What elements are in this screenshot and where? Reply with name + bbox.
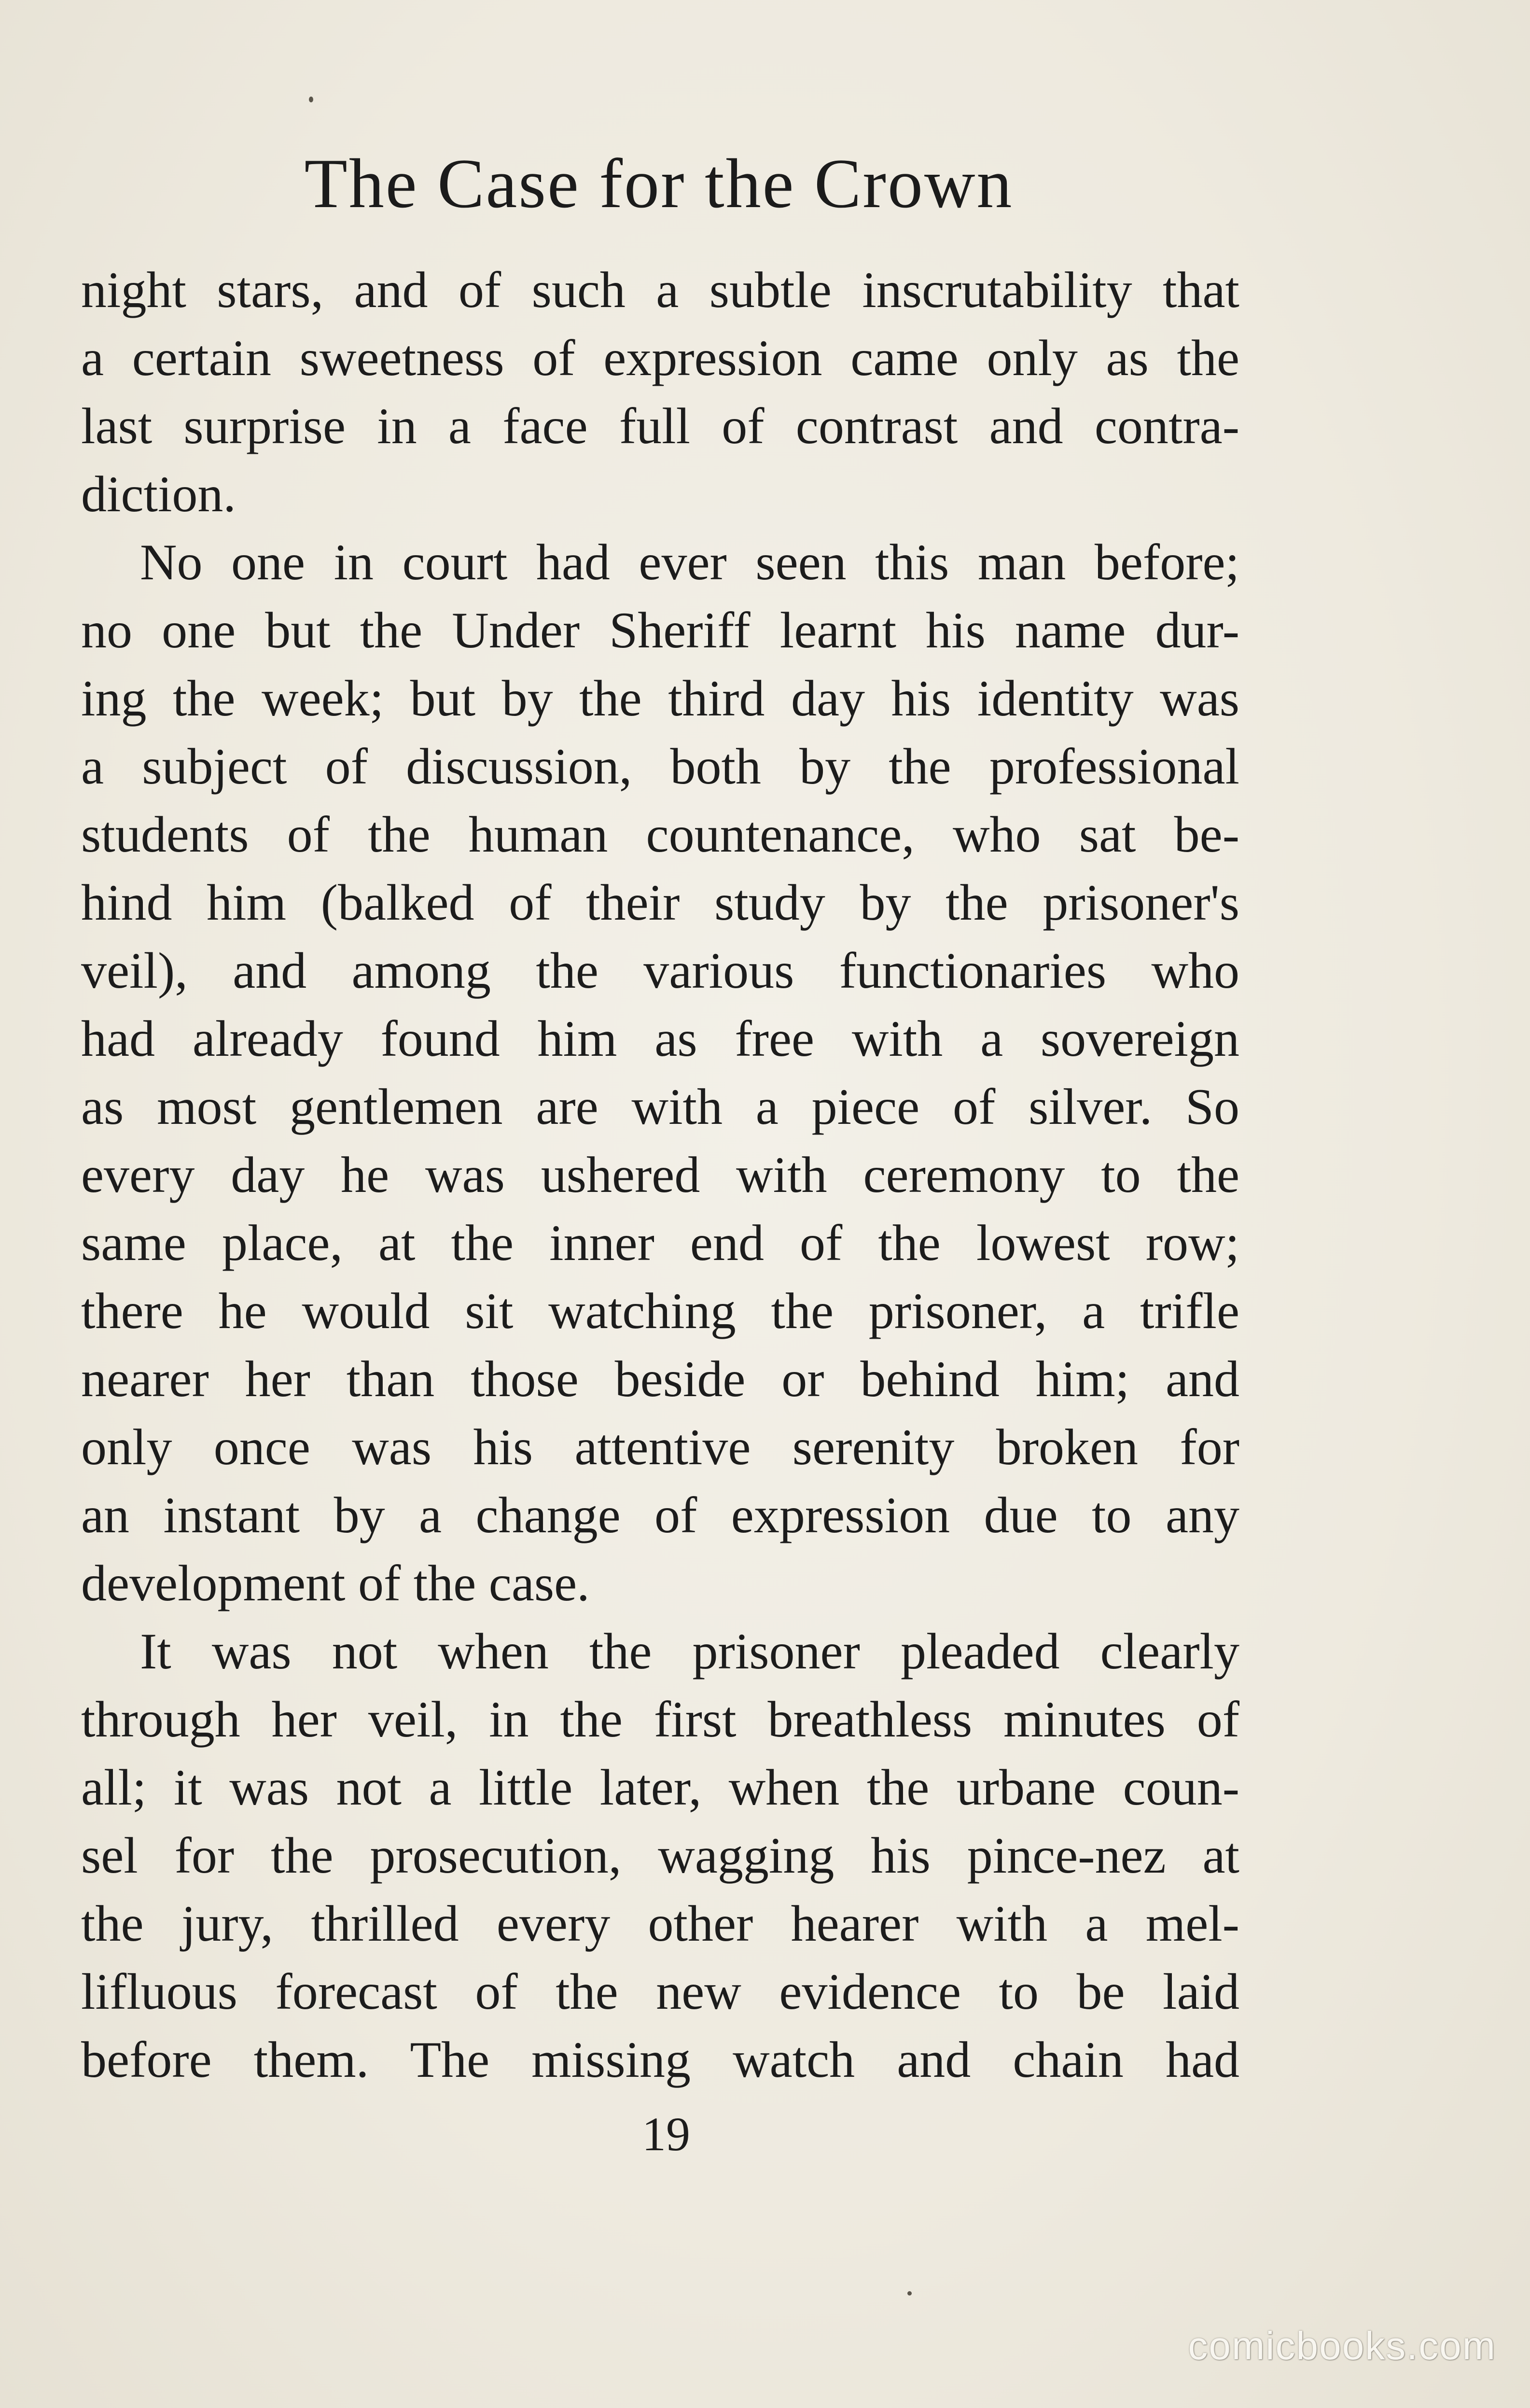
text-line: hind him (balked of their study by the prisoner's <box>81 874 1239 931</box>
text-line: diction. <box>81 466 236 522</box>
watermark: comicbooks.com <box>1188 2324 1496 2368</box>
text-line: development of the case. <box>81 1555 590 1611</box>
text-line: No one in court had ever seen this man before; <box>140 534 1239 590</box>
text-line: every day he was ushered with ceremony to the <box>81 1147 1239 1203</box>
text-line: lifluous forecast of the new evidence to be laid <box>81 1963 1239 2020</box>
running-head: The Case for the Crown <box>304 144 1014 223</box>
text-line: had already found him as free with a sovereign <box>81 1010 1239 1067</box>
body-text <box>81 256 1239 2094</box>
text-line: last surprise in a face full of contrast and contra- <box>81 398 1239 454</box>
text-line: before them. The missing watch and chain had <box>81 2031 1239 2088</box>
text-line: an instant by a change of expression due to any <box>81 1487 1239 1543</box>
text-line: a certain sweetness of expression came only as the <box>81 330 1239 386</box>
text-line: through her veil, in the first breathless minutes of <box>81 1691 1239 1748</box>
text-line: a subject of discussion, both by the professional <box>81 738 1239 795</box>
paper-speck <box>907 2291 912 2296</box>
page-number: 19 <box>642 2107 690 2161</box>
text-line: as most gentlemen are with a piece of silver. So <box>81 1078 1239 1135</box>
text-line: It was not when the prisoner pleaded clearly <box>140 1623 1239 1680</box>
text-line: only once was his attentive serenity broken for <box>81 1419 1239 1475</box>
text-line: there he would sit watching the prisoner, a trifle <box>81 1283 1239 1339</box>
text-line: nearer her than those beside or behind him; and <box>81 1351 1239 1407</box>
text-line: the jury, thrilled every other hearer with a mel- <box>81 1895 1239 1952</box>
text-line: veil), and among the various functionaries who <box>81 942 1239 999</box>
text-line: sel for the prosecution, wagging his pince-nez at <box>81 1827 1239 1884</box>
text-line: same place, at the inner end of the lowest row; <box>81 1215 1239 1271</box>
text-line: all; it was not a little later, when the urbane coun- <box>81 1759 1239 1816</box>
text-line: ing the week; but by the third day his identity was <box>81 670 1239 727</box>
text-line: night stars, and of such a subtle inscrutability that <box>81 262 1239 318</box>
paper-speck <box>309 97 313 102</box>
text-line: students of the human countenance, who sat be- <box>81 806 1239 863</box>
text-line: no one but the Under Sheriff learnt his name dur- <box>81 602 1239 658</box>
